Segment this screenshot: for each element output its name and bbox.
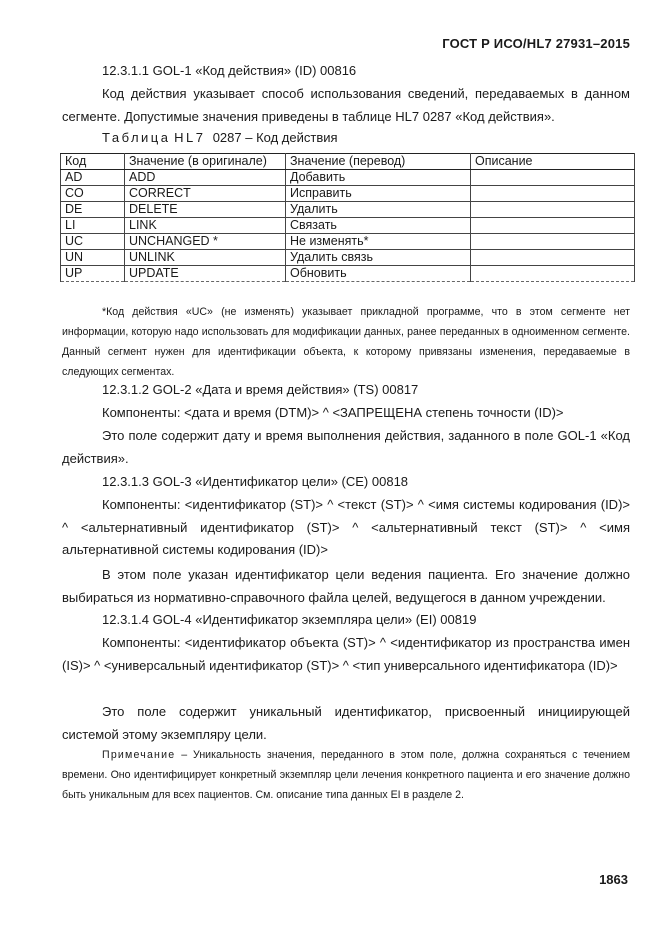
section-title-gol2: 12.3.1.2 GOL-2 «Дата и время действия» (TS) 00817 bbox=[102, 382, 419, 397]
col-header-original: Значение (в оригинале) bbox=[125, 154, 286, 170]
table-row bbox=[61, 266, 635, 282]
cell-original: UNCHANGED * bbox=[125, 234, 286, 250]
section-title-gol4: 12.3.1.4 GOL-4 «Идентификатор экземпляра цели» (EI) 00819 bbox=[102, 612, 477, 627]
running-header: ГОСТ Р ИСО/HL7 27931–2015 bbox=[442, 36, 630, 51]
cell-code: UC bbox=[61, 234, 125, 250]
cell-code: CO bbox=[61, 186, 125, 202]
cell-translation: Связать bbox=[286, 218, 471, 234]
note-label: Примечание bbox=[102, 749, 176, 761]
cell-original: ADD bbox=[125, 170, 286, 186]
col-header-code: Код bbox=[61, 154, 125, 170]
cell-translation: Не изменять* bbox=[286, 234, 471, 250]
cell-description bbox=[471, 266, 635, 282]
table-row bbox=[61, 186, 635, 202]
paragraph-gol2: Это поле содержит дату и время выполнения действия, заданного в поле GOL-1 «Код действия». bbox=[62, 428, 630, 466]
cell-code: UN bbox=[61, 250, 125, 266]
cell-description bbox=[471, 202, 635, 218]
table-row bbox=[61, 202, 635, 218]
col-header-translation: Значение (перевод) bbox=[286, 154, 471, 170]
cell-description bbox=[471, 218, 635, 234]
cell-code: UP bbox=[61, 266, 125, 282]
note-text: – Уникальность значения, переданного в этом поле, должна сохраняться с течением времени. Оно идентифицирует конкретный экземпляр цели лечения конкретного пациента и его значение должно быть уникальным для всех пациентов. См. описание типа данных EI в разделе 2. bbox=[62, 749, 630, 801]
cell-original: LINK bbox=[125, 218, 286, 234]
paragraph-gol1: Код действия указывает способ использования сведений, передаваемых в данном сегменте. Допустимые значения приведены в таблице HL7 0287 «Код действия». bbox=[62, 86, 630, 124]
table-row bbox=[61, 170, 635, 186]
cell-original: CORRECT bbox=[125, 186, 286, 202]
cell-code: AD bbox=[61, 170, 125, 186]
cell-description bbox=[471, 170, 635, 186]
table-row bbox=[61, 234, 635, 250]
table-row bbox=[61, 250, 635, 266]
cell-description bbox=[471, 250, 635, 266]
cell-description bbox=[471, 186, 635, 202]
cell-code: DE bbox=[61, 202, 125, 218]
cell-translation: Исправить bbox=[286, 186, 471, 202]
cell-translation: Обновить bbox=[286, 266, 471, 282]
table-row bbox=[61, 218, 635, 234]
section-title-gol1: 12.3.1.1 GOL-1 «Код действия» (ID) 00816 bbox=[102, 63, 357, 78]
cell-translation: Удалить bbox=[286, 202, 471, 218]
paragraph-gol3: В этом поле указан идентификатор цели ведения пациента. Его значение должно выбираться из нормативно-справочного файла целей, ведущегося в данном учреждении. bbox=[62, 567, 630, 605]
caption-hl7: HL7 bbox=[174, 130, 206, 145]
cell-translation: Добавить bbox=[286, 170, 471, 186]
components-gol2: Компоненты: <дата и время (DTM)> ^ <ЗАПРЕЩЕНА степень точности (ID)> bbox=[102, 405, 564, 420]
table-footnote: *Код действия «UC» (не изменять) указывает прикладной программе, что в этом сегменте нет информации, которую надо использовать для модификации данных, ранее переданных в одноименном сегменте. Данный сегмент нужен для идентификации объекта, к которому привязаны изменения, передаваемые в следующих сегментах. bbox=[62, 306, 630, 378]
section-title-gol3: 12.3.1.3 GOL-3 «Идентификатор цели» (CE) 00818 bbox=[102, 474, 409, 489]
cell-original: UPDATE bbox=[125, 266, 286, 282]
cell-code: LI bbox=[61, 218, 125, 234]
caption-word: Таблица bbox=[102, 130, 171, 145]
caption-rest: 0287 – Код действия bbox=[212, 130, 338, 145]
page-number: 1863 bbox=[599, 872, 628, 887]
note bbox=[62, 745, 630, 805]
action-code-table bbox=[60, 153, 635, 282]
table-header-row bbox=[61, 154, 635, 170]
cell-translation: Удалить связь bbox=[286, 250, 471, 266]
cell-description bbox=[471, 234, 635, 250]
cell-original: UNLINK bbox=[125, 250, 286, 266]
table-caption bbox=[102, 130, 338, 145]
components-gol4: Компоненты: <идентификатор объекта (ST)> ^ <идентификатор из пространства имен (IS)> ^ <универсальный идентификатор (ST)> ^ <тип универсального идентификатора (ID)> bbox=[62, 635, 630, 673]
col-header-description: Описание bbox=[471, 154, 635, 170]
components-gol3: Компоненты: <идентификатор (ST)> ^ <текст (ST)> ^ <имя системы кодирования (ID)> ^ <альтернативный идентификатор (ST)> ^ <альтернативный текст (ST)> ^ <имя альтернативной системы кодирования (ID)> bbox=[62, 497, 630, 558]
paragraph-gol4: Это поле содержит уникальный идентификатор, присвоенный инициирующей системой этому экземпляру цели. bbox=[62, 704, 630, 742]
cell-original: DELETE bbox=[125, 202, 286, 218]
